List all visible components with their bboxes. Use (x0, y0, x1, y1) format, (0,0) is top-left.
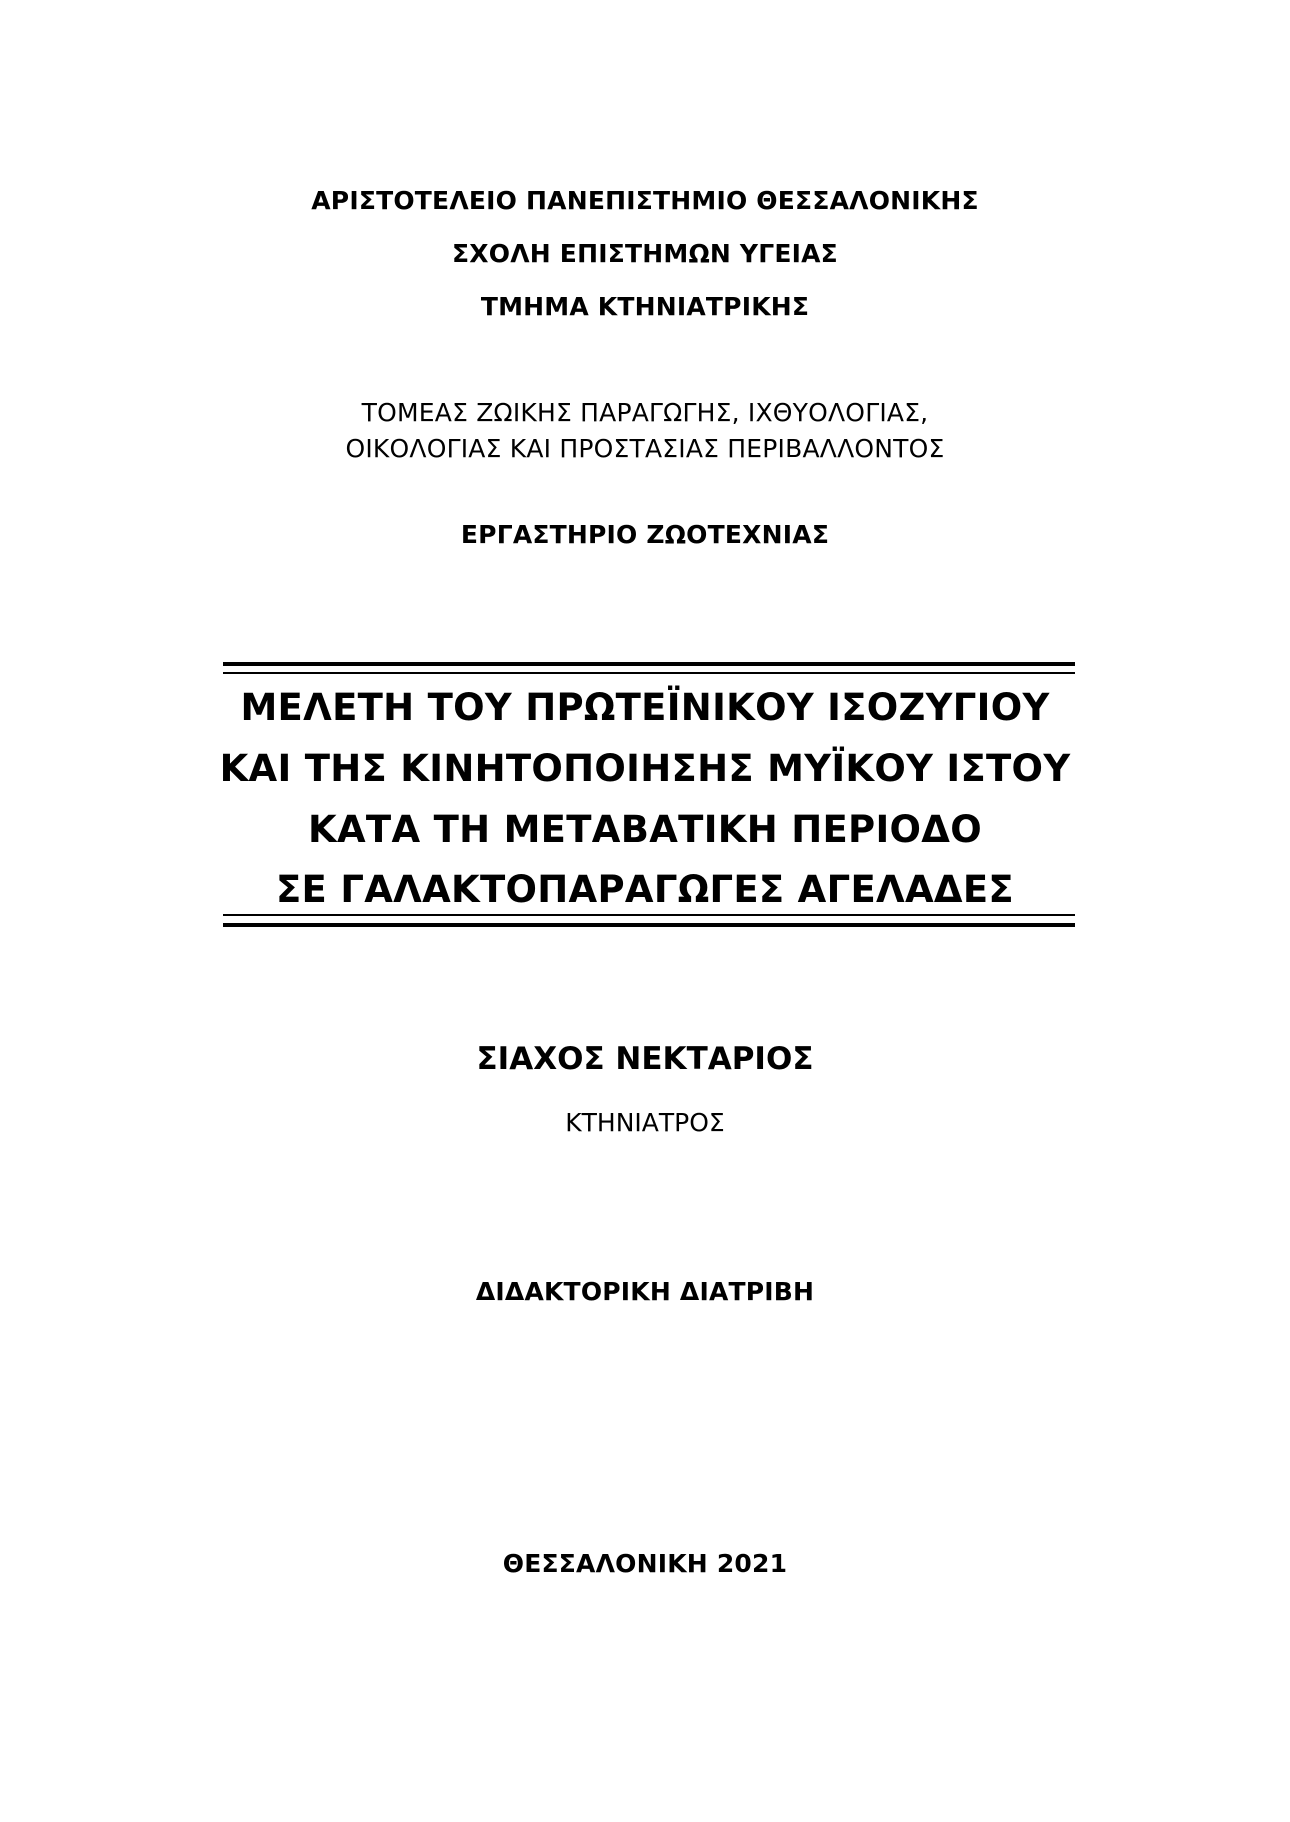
title-rule-bottom-thin (223, 914, 1075, 916)
laboratory-name: ΕΡΓΑΣΤΗΡΙΟ ΖΩΟΤΕΧΝΙΑΣ (460, 520, 830, 549)
author-name: ΣΙΑΧΟΣ ΝΕΚΤΑΡΙΟΣ (476, 1041, 814, 1077)
document-type: ΔΙΔΑΚΤΟΡΙΚΗ ΔΙΑΤΡΙΒΗ (475, 1277, 815, 1306)
title-line-3: ΚΑΤΑ ΤΗ ΜΕΤΑΒΑΤΙΚΗ ΠΕΡΙΟΔΟ (308, 808, 982, 851)
title-line-2: ΚΑΙ ΤΗΣ ΚΙΝΗΤΟΠΟΙΗΣΗΣ ΜΥΪΚΟΥ ΙΣΤΟΥ (219, 747, 1071, 790)
title-rule-top-thin (223, 672, 1075, 674)
department-name: ΤΜΗΜΑ ΚΤΗΝΙΑΤΡΙΚΗΣ (480, 292, 810, 321)
title-rule-bottom-thick (223, 923, 1075, 927)
author-role: ΚΤΗΝΙΑΤΡΟΣ (565, 1108, 725, 1137)
school-name: ΣΧΟΛΗ ΕΠΙΣΤΗΜΩΝ ΥΓΕΙΑΣ (452, 239, 838, 268)
division-line-1: ΤΟΜΕΑΣ ΖΩΙΚΗΣ ΠΑΡΑΓΩΓΗΣ, ΙΧΘΥΟΛΟΓΙΑΣ, (361, 398, 929, 427)
title-line-4: ΣΕ ΓΑΛΑΚΤΟΠΑΡΑΓΩΓΕΣ ΑΓΕΛΑΔΕΣ (275, 868, 1014, 911)
division-line-2: ΟΙΚΟΛΟΓΙΑΣ ΚΑΙ ΠΡΟΣΤΑΣΙΑΣ ΠΕΡΙΒΑΛΛΟΝΤΟΣ (345, 434, 945, 463)
university-name: ΑΡΙΣΤΟΤΕΛΕΙΟ ΠΑΝΕΠΙΣΤΗΜΙΟ ΘΕΣΣΑΛΟΝΙΚΗΣ (311, 186, 979, 215)
place-year: ΘΕΣΣΑΛΟΝΙΚΗ 2021 (502, 1549, 788, 1578)
title-line-1: ΜΕΛΕΤΗ ΤΟΥ ΠΡΩΤΕΪΝΙΚΟΥ ΙΣΟΖΥΓΙΟΥ (240, 686, 1050, 729)
title-rule-top-thick (223, 662, 1075, 666)
